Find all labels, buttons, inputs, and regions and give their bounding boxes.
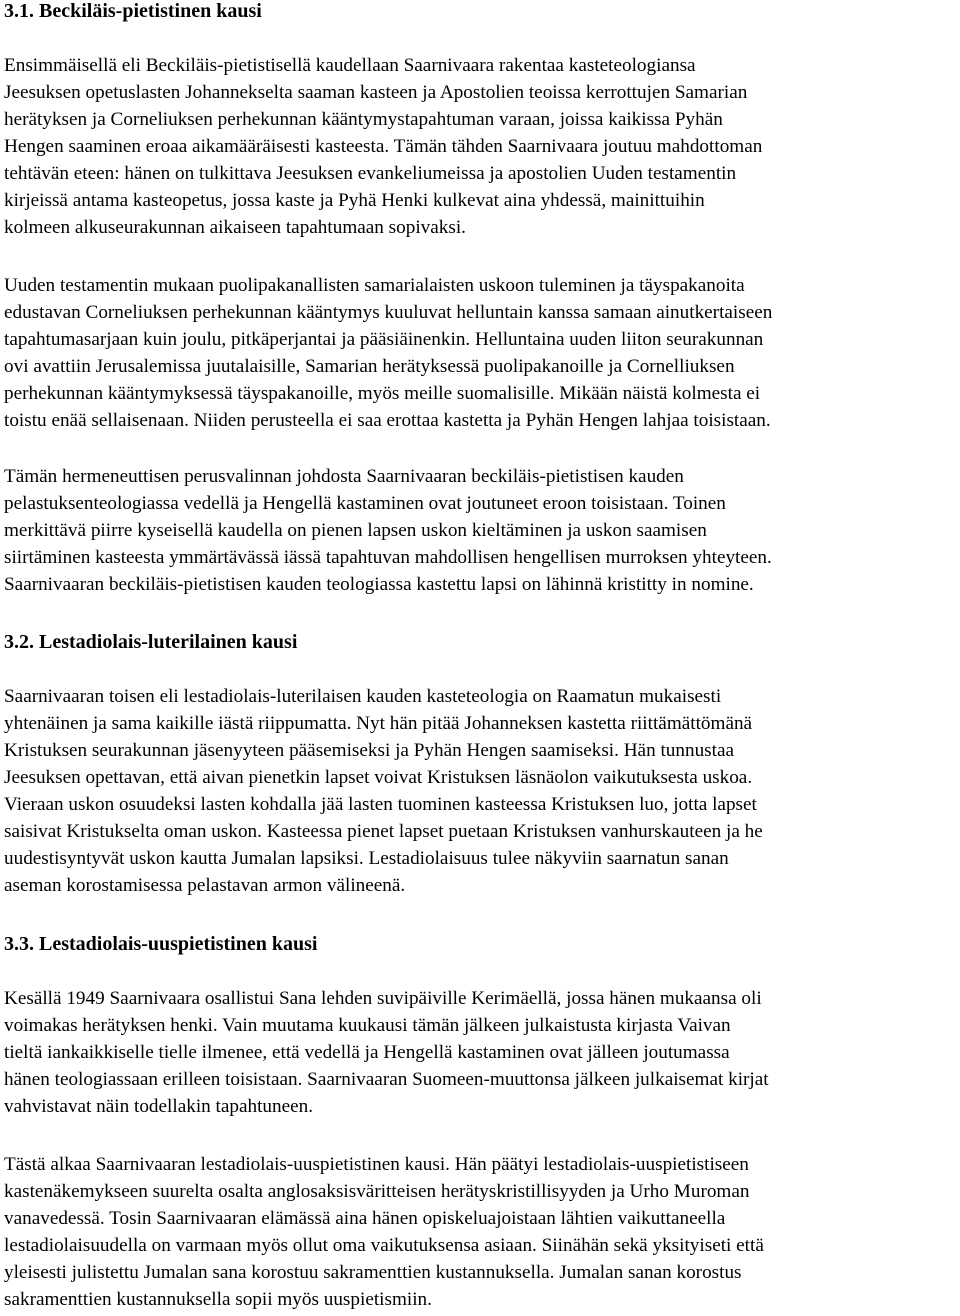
text-line: edustavan Corneliuksen perhekunnan kääntymys kuuluvat helluntain kanssa samaan ainutkertaiseen <box>4 302 773 323</box>
text-line: kirjeissä antama kasteopetus, jossa kaste ja Pyhä Henki kulkevat aina yhdessä, mainittuihin <box>4 190 705 211</box>
text-line: Tästä alkaa Saarnivaaran lestadiolais-uuspietistinen kausi. Hän päätyi lestadiolais-uuspietistiseen <box>4 1154 749 1175</box>
text-line: Jeesuksen opetuslasten Johannekselta saaman kasteen ja Apostolien teoissa kerrottujen Samarian <box>4 82 748 103</box>
text-line: kolmeen alkuseurakunnan aikaiseen tapahtumaan sopivaksi. <box>4 217 466 238</box>
paragraph <box>4 683 763 899</box>
text-line: saisivat Kristukselta oman uskon. Kasteessa pienet lapset puetaan Kristuksen vanhurskauteen ja he <box>4 821 763 842</box>
text-line: Kristuksen seurakunnan jäsenyyteen pääsemiseksi ja Pyhän Hengen saamiseksi. Hän tunnustaa <box>4 740 735 761</box>
text-line: Ensimmäisellä eli Beckiläis-pietistisellä kaudellaan Saarnivaara rakentaa kasteteologiansa <box>4 55 696 76</box>
text-line: lestadiolaisuudella on varmaan myös ollut oma vaikutuksensa asiaan. Siinähän sekä yksityiseti että <box>4 1235 764 1256</box>
text-line: yhtenäinen ja sama kaikille iästä riippumatta. Nyt hän pitää Johanneksen kastetta riittämättömänä <box>4 713 753 734</box>
section-heading: 3.2. Lestadiolais-luterilainen kausi <box>4 631 298 653</box>
paragraph <box>4 463 772 598</box>
text-line: Kesällä 1949 Saarnivaara osallistui Sana lehden suvipäiville Kerimäellä, jossa hänen mukaansa oli <box>4 988 762 1009</box>
text-line: voimakas herätyksen henki. Vain muutama kuukausi tämän jälkeen julkaistusta kirjasta Vaivan <box>4 1015 731 1036</box>
text-line: herätyksen ja Corneliuksen perhekunnan kääntymystapahtuman varaan, joissa kaikissa Pyhän <box>4 109 723 130</box>
text-line: merkittävä piirre kyseisellä kaudella on pienen lapsen uskon kieltäminen ja uskon saamisen <box>4 520 707 541</box>
paragraph <box>4 985 769 1120</box>
paragraph <box>4 1151 764 1313</box>
text-line: uudestisyntyvät uskon kautta Jumalan lapsiksi. Lestadiolaisuus tulee näkyviin saarnatun sanan <box>4 848 729 869</box>
text-line: tapahtumasarjaan kuin joulu, pitkäperjantai ja pääsiäinenkin. Helluntaina uuden liiton seurakunnan <box>4 329 764 350</box>
section-heading: 3.1. Beckiläis-pietistinen kausi <box>4 0 262 22</box>
text-line: Saarnivaaran toisen eli lestadiolais-luterilaisen kauden kasteteologia on Raamatun mukaisesti <box>4 686 722 707</box>
text-line: toistu enää sellaisenaan. Niiden perusteella ei saa erottaa kastetta ja Pyhän Hengen lahjaa toisistaan. <box>4 410 771 431</box>
text-line: Uuden testamentin mukaan puolipakanallisten samarialaisten uskoon tuleminen ja täyspakanoita <box>4 275 745 296</box>
text-line: tehtävän eteen: hänen on tulkittava Jeesuksen evankeliumeissa ja apostolien Uuden testamentin <box>4 163 737 184</box>
paragraph <box>4 272 772 434</box>
text-line: aseman korostamisessa pelastavan armon välineenä. <box>4 875 406 896</box>
text-line: sakramenttien kustannuksella sopii myös uuspietismiin. <box>4 1289 432 1310</box>
text-line: hänen teologiassaan erilleen toisistaan. Saarnivaaran Suomeen-muuttonsa jälkeen julkaisemat kirjat <box>4 1069 769 1090</box>
text-line: ovi avattiin Jerusalemissa juutalaisille, Samarian herätyksessä puolipakanoille ja Cornelliuksen <box>4 356 735 377</box>
text-line: vanavedessä. Tosin Saarnivaaran elämässä aina hänen opiskeluajoistaan lähtien vaikuttaneella <box>4 1208 726 1229</box>
text-line: Vieraan uskon osuudeksi lasten kohdalla jää lasten tuominen kasteessa Kristuksen luo, jotta lapset <box>4 794 757 815</box>
paragraph <box>4 52 762 241</box>
text-line: kastenäkemykseen suurelta osalta anglosaksisväritteisen herätyskristillisyyden ja Urho Muroman <box>4 1181 750 1202</box>
text-line: Jeesuksen opettavan, että aivan pienetkin lapset voivat Kristuksen läsnäolon vaikutuksesta uskoa. <box>4 767 753 788</box>
text-line: tieltä iankaikkiselle tielle ilmenee, että vedellä ja Hengellä kastaminen ovat jälleen joutumassa <box>4 1042 730 1063</box>
text-line: Saarnivaaran beckiläis-pietistisen kauden teologiassa kastettu lapsi on lähinnä kristitty in nomine. <box>4 574 754 595</box>
text-line: Tämän hermeneuttisen perusvalinnan johdosta Saarnivaaran beckiläis-pietistisen kauden <box>4 466 684 487</box>
text-line: vahvistavat näin todellakin tapahtuneen. <box>4 1096 314 1117</box>
section-heading: 3.3. Lestadiolais-uuspietistinen kausi <box>4 933 318 955</box>
text-line: pelastuksenteologiassa vedellä ja Hengellä kastaminen ovat joutuneet eroon toisistaan. Toinen <box>4 493 726 514</box>
text-line: siirtäminen kasteesta ymmärtävässä iässä tapahtuvan mahdollisen hengellisen murroksen yhteyteen. <box>4 547 772 568</box>
text-line: perhekunnan kääntymyksessä täyspakanoille, myös meille suomalisille. Mikään näistä kolmesta ei <box>4 383 761 404</box>
text-line: yleisesti julistettu Jumalan sana korostuu sakramenttien kustannuksella. Jumalan sanan korostus <box>4 1262 742 1283</box>
text-line: Hengen saaminen eroaa aikamääräisesti kasteesta. Tämän tähden Saarnivaara joutuu mahdottoman <box>4 136 763 157</box>
